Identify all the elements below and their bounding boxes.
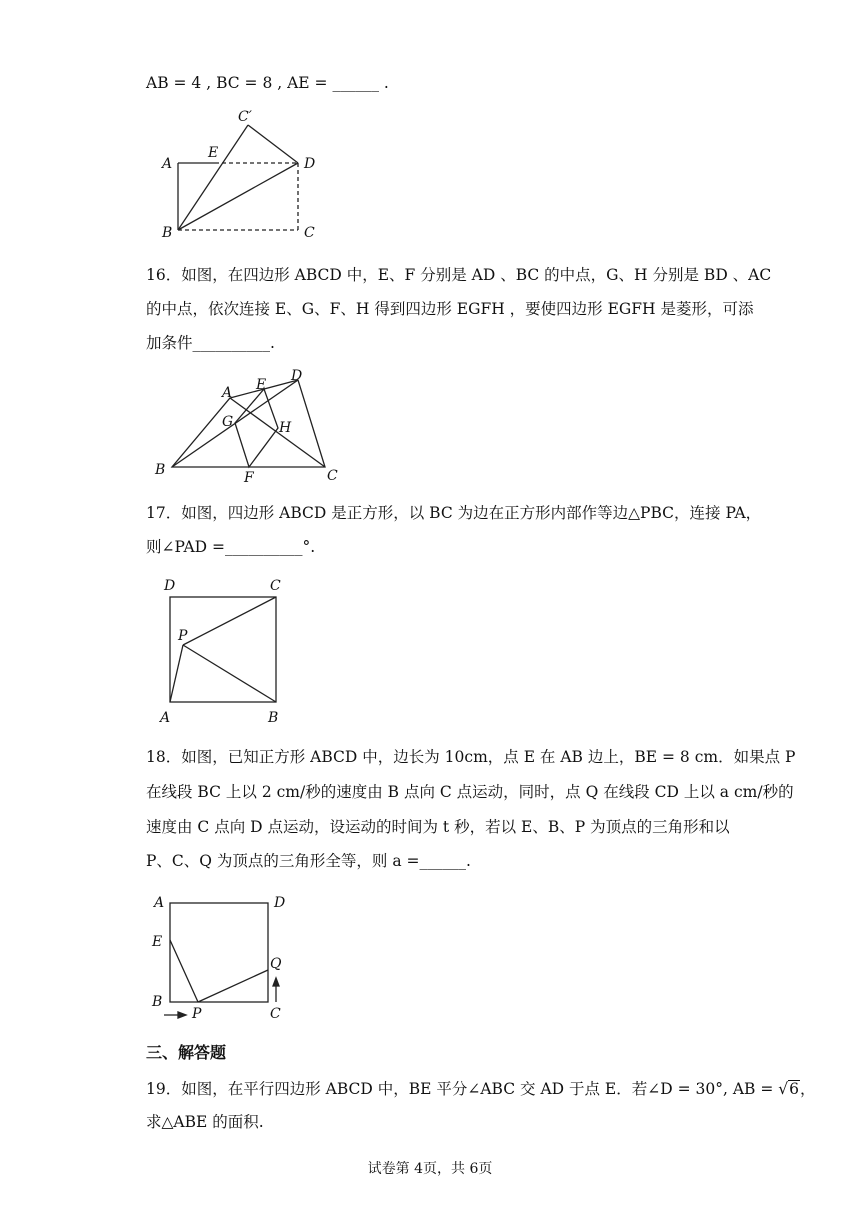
q15-label-a: A [162,156,173,172]
q16-line3: 加条件__________. [146,334,275,352]
q19-line1 [146,1078,816,1100]
q18-line3: 速度由 C 点向 D 点运动，设运动的时间为 t 秒，若以 E、B、P 为顶点的三角形和以 [146,818,730,836]
q15-given-text: AB = 4 , BC = 8 , AE = ______ . [146,74,389,92]
q19-line2: 求△ABE 的面积. [146,1113,264,1131]
q15-label-e: E [208,145,219,161]
q15-label-c: C [304,225,315,241]
q17-line1: 17．如图，四边形 ABCD 是正方形，以 BC 为边在正方形内部作等边△PBC，连接 PA， [146,504,762,522]
q18-segment-ep [170,940,198,1002]
q16-label-g: G [222,414,234,430]
q17-segment-pb [183,645,276,702]
q15-edge-c-prime-d [248,125,298,163]
q17-label-p: P [178,628,188,644]
q17-label-d: D [164,578,176,594]
q16-label-h: H [279,420,292,436]
q18-label-d: D [274,895,286,911]
q16-quadrilateral-abcd [172,380,325,467]
q17-segment-pa [170,645,183,702]
q19-line1-end: ， [800,1080,816,1098]
q18-square-abcd [170,903,268,1002]
q18-label-q: Q [270,956,282,972]
q17-label-c: C [270,578,281,594]
q18-arrowhead-up [273,978,279,986]
q16-label-f: F [244,470,254,486]
q16-figure [150,365,360,490]
q16-line2: 的中点，依次连接 E、G、F、H 得到四边形 EGFH ，要使四边形 EGFH 是菱形，可添 [146,300,754,318]
q18-arrowhead-right [178,1012,186,1018]
q18-label-b: B [152,994,163,1010]
q18-segment-pq [198,970,268,1002]
q19-sqrt-sign: √ [778,1080,789,1098]
section-title-answer-questions: 三、解答题 [146,1043,227,1062]
q17-segment-pc [183,597,276,645]
q18-line1: 18．如图，已知正方形 ABCD 中，边长为 10cm，点 E 在 AB 边上，BE = 8 cm．如果点 P [146,748,796,766]
q15-edge-bc-prime [178,125,248,230]
q18-label-e: E [152,934,163,950]
q17-square-abcd [170,597,276,702]
q18-line4: P、C、Q 为顶点的三角形全等，则 a =______. [146,852,471,870]
q16-label-e: E [256,377,267,393]
q18-figure [150,890,300,1025]
q16-label-d: D [291,368,303,384]
q17-line2: 则∠PAD =__________°. [146,538,316,556]
q17-label-a: A [160,710,171,726]
q15-label-c-prime: C′ [238,109,252,125]
q19-line1-text: 19．如图，在平行四边形 ABCD 中，BE 平分∠ABC 交 AD 于点 E．若∠D = 30°, AB = [146,1080,774,1098]
q15-figure [150,105,330,245]
page-footer: 试卷第 4页，共 6页 [367,1161,493,1177]
q18-line2: 在线段 BC 上以 2 cm/秒的速度由 B 点向 C 点运动，同时，点 Q 在线段 CD 上以 a cm/秒的 [146,783,794,801]
q16-label-a: A [222,385,233,401]
q15-label-b: B [162,225,173,241]
q18-label-a: A [154,895,165,911]
q16-label-b: B [155,462,166,478]
q15-label-d: D [304,156,316,172]
q16-label-c: C [327,468,338,484]
q16-line1: 16．如图，在四边形 ABCD 中，E、F 分别是 AD 、BC 的中点，G、H 分别是 BD 、AC [146,266,772,284]
q18-label-c: C [270,1006,281,1022]
q15-diagonal-bd [178,163,298,230]
q16-diagonal-ac [230,398,325,467]
q17-label-b: B [268,710,279,726]
q17-figure [150,570,300,730]
q18-label-p: P [192,1006,202,1022]
q19-sqrt-value: 6 [789,1080,800,1098]
